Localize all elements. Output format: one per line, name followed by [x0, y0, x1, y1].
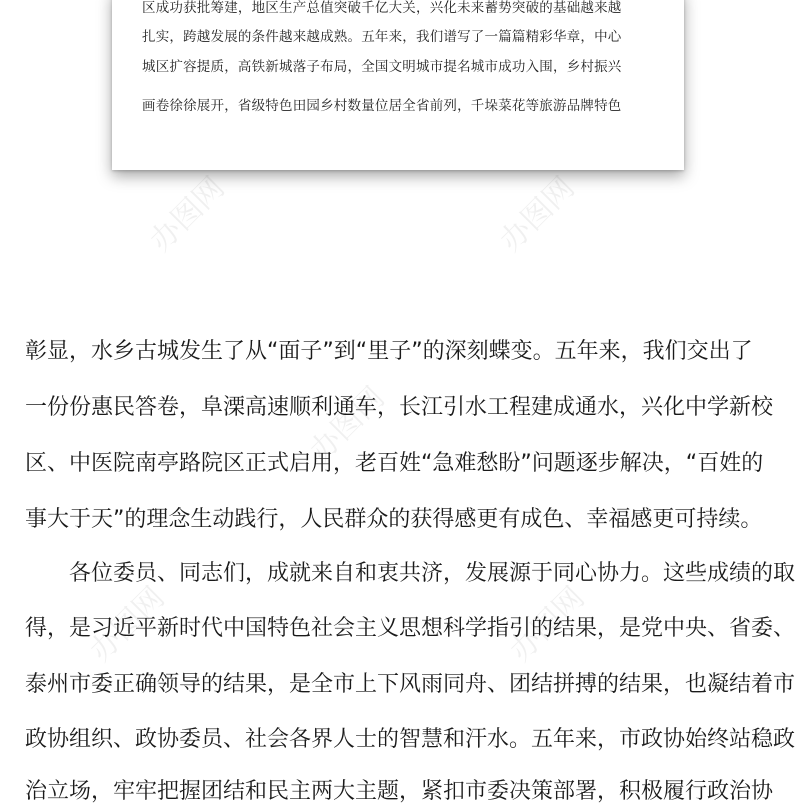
watermark: 办图网: [503, 580, 592, 669]
body-text-line: 治立场，牢牢把握团结和民主两大主题，紧扣市委决策部署，积极履行政治协: [25, 779, 774, 804]
quote-card: [112, 0, 684, 170]
card-text-line: 区成功获批筹建，地区生产总值突破千亿大关，兴化未来蓄势突破的基础越来越: [142, 0, 622, 16]
card-text-line: 扎实，跨越发展的条件越来越成熟。五年来，我们谱写了一篇篇精彩华章，中心: [142, 29, 622, 45]
watermark: 办图网: [83, 580, 172, 669]
body-text-line: 事大于天”的理念生动践行，人民群众的获得感更有成色、幸福感更可持续。: [25, 507, 763, 532]
body-text-line: 各位委员、同志们，成就来自和衷共济，发展源于同心协力。这些成绩的取: [69, 561, 796, 586]
watermark: 办图网: [493, 170, 582, 259]
card-text-line: 城区扩容提质，高铁新城落子布局，全国文明城市提名城市成功入围，乡村振兴: [142, 59, 622, 75]
body-text-line: 一份份惠民答卷，阜溧高速顺利通车，长江引水工程建成通水，兴化中学新校: [25, 395, 774, 420]
body-text-line: 区、中医院南亭路院区正式启用，老百姓“急难愁盼”问题逐步解决，“百姓的: [25, 451, 764, 476]
body-text-line: 政协组织、政协委员、社会各界人士的智慧和汗水。五年来，市政协始终站稳政: [25, 727, 796, 752]
body-text-line: 泰州市委正确领导的结果，是全市上下风雨同舟、团结拼搏的结果，也凝结着市: [25, 672, 796, 697]
body-text-line: 彰显，水乡古城发生了从“面子”到“里子”的深刻蝶变。五年来，我们交出了: [25, 339, 753, 364]
watermark: 办图网: [303, 380, 392, 469]
card-text-line: 画卷徐徐展开，省级特色田园乡村数量位居全省前列，千垛菜花等旅游品牌特色: [142, 98, 622, 114]
watermark: 办图网: [143, 170, 232, 259]
body-text-line: 得，是习近平新时代中国特色社会主义思想科学指引的结果，是党中央、省委、: [25, 616, 796, 641]
